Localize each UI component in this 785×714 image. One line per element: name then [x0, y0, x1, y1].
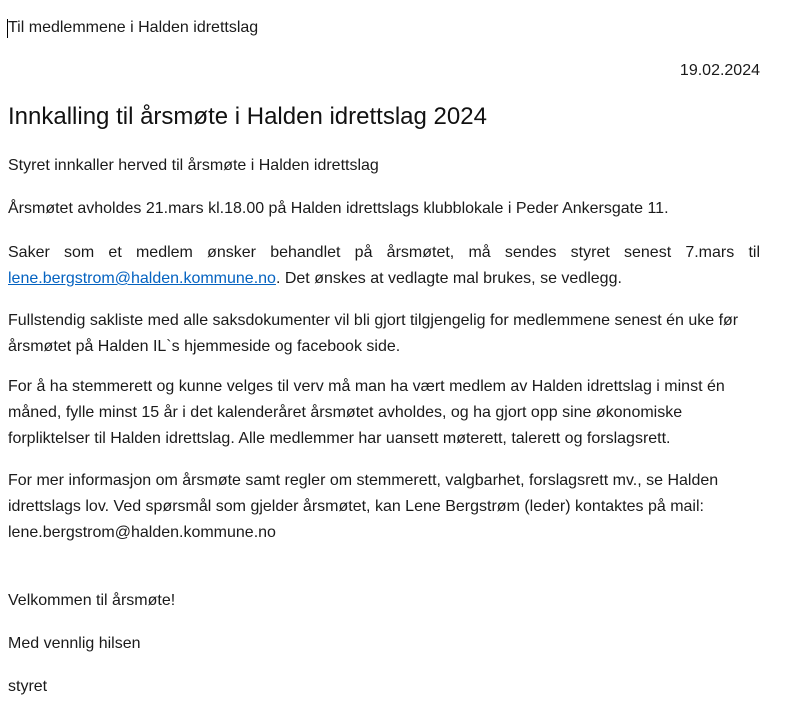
- closing-line: Med vennlig hilsen: [8, 635, 141, 652]
- paragraph-submissions-text-end: . Det ønskes at vedlagte mal brukes, se vedlegg.: [275, 270, 622, 287]
- signature-line: styret: [8, 678, 48, 695]
- recipient-line: Til medlemmene i Halden idrettslag: [8, 19, 259, 36]
- email-link[interactable]: lene.bergstrom@halden.kommune.no: [8, 270, 276, 287]
- document-date: 19.02.2024: [679, 62, 760, 79]
- paragraph-agenda: Fullstendig sakliste med alle saksdokumenter vil bli gjort tilgjengelig for medlemmene senest én uke før årsmøtet på Halden IL`s hjemmeside og facebook side.: [8, 312, 739, 355]
- welcome-line: Velkommen til årsmøte!: [8, 592, 176, 609]
- paragraph-intro: Styret innkaller herved til årsmøte i Halden idrettslag: [8, 157, 379, 174]
- document-title: Innkalling til årsmøte i Halden idrettslag 2024: [8, 103, 487, 130]
- paragraph-submissions-text-start: Saker som et medlem ønsker behandlet på årsmøtet, må sendes styret senest 7.mars til: [8, 244, 760, 261]
- paragraph-submissions: [8, 240, 760, 292]
- paragraph-voting-rights: For å ha stemmerett og kunne velges til verv må man ha vært medlem av Halden idrettslag i minst én måned, fylle minst 15 år i det kalenderåret årsmøtet avholdes, og ha gjort opp sine økonomiske forpliktelser til Halden idrettslag. Alle medlemmer har uansett møterett, talerett og forslagsrett.: [8, 378, 725, 447]
- paragraph-more-info: For mer informasjon om årsmøte samt regler om stemmerett, valgbarhet, forslagsrett mv., se Halden idrettslags lov. Ved spørsmål som gjelder årsmøtet, kan Lene Bergstrøm (leder) kontaktes på mail: lene.bergstrom@halden.kommune.no: [8, 472, 719, 541]
- paragraph-meeting-time: Årsmøtet avholdes 21.mars kl.18.00 på Halden idrettslags klubblokale i Peder Ankersgate 11.: [8, 200, 669, 217]
